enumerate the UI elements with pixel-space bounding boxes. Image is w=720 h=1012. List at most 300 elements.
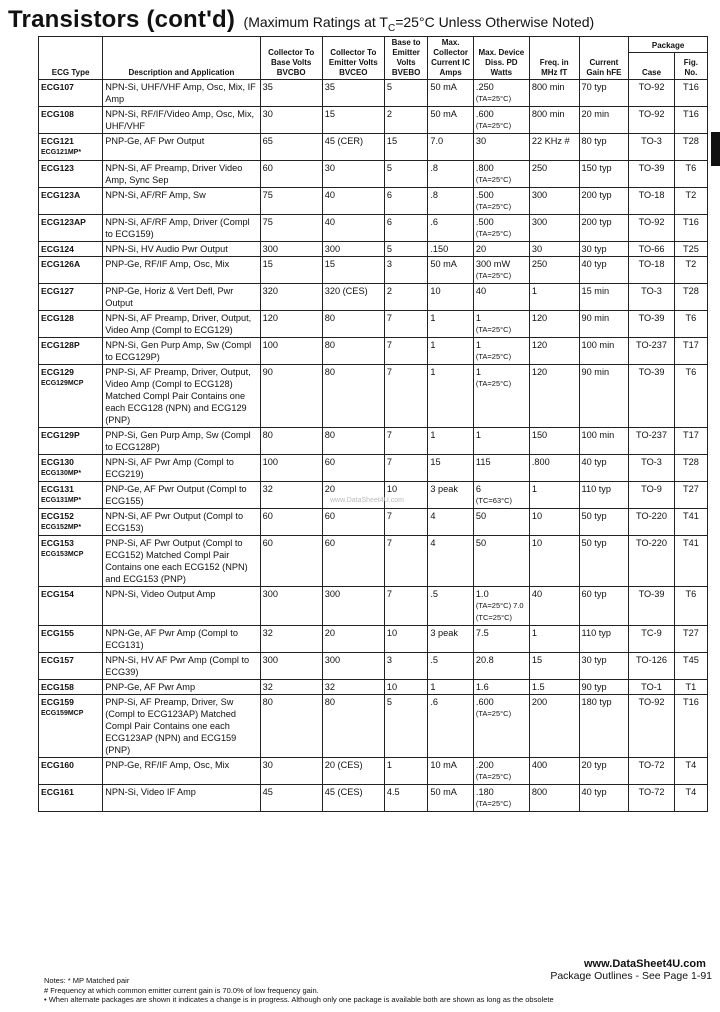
ic-cell: 3 peak	[428, 482, 474, 509]
case-cell: TO-66	[629, 242, 675, 257]
pd-cell	[473, 365, 529, 428]
ft-cell: 1	[529, 482, 579, 509]
fig-cell: T6	[674, 365, 707, 428]
description-cell: NPN-Si, HV AF Pwr Amp (Compl to ECG39)	[103, 653, 260, 680]
col-bvceo: Collector To Emitter Volts BVCEO	[322, 37, 384, 80]
pd-value: 1	[475, 430, 482, 440]
bvceo-cell: 80	[322, 311, 384, 338]
pd-cell	[473, 509, 529, 536]
note-packages: • When alternate packages are shown it indicates a change is in progress. Although only one package is available both are shown as long as the obsolete	[44, 995, 554, 1004]
bvceo-cell: 30	[322, 161, 384, 188]
ic-cell: 1	[428, 365, 474, 428]
ecg-pair-type: ECG159MCP	[41, 710, 84, 717]
pd-cell	[473, 653, 529, 680]
ic-cell: 1	[428, 428, 474, 455]
bvebo-cell: 1	[384, 758, 427, 785]
ic-cell: 4	[428, 536, 474, 587]
ecg-type: ECG157	[41, 655, 74, 665]
col-ft: Freq. in MHz fT	[529, 37, 579, 80]
fig-cell: T27	[674, 482, 707, 509]
bvebo-cell: 7	[384, 587, 427, 626]
ft-cell: 30	[529, 242, 579, 257]
ft-cell: 200	[529, 695, 579, 758]
bvcbo-cell: 60	[260, 509, 322, 536]
ic-cell: 10	[428, 284, 474, 311]
section-tab-marker	[711, 132, 720, 166]
pd-cell	[473, 428, 529, 455]
hfe-cell: 90 min	[579, 365, 629, 428]
fig-cell: T6	[674, 587, 707, 626]
description-cell: PNP-Si, Gen Purp Amp, Sw (Compl to ECG128P)	[103, 428, 260, 455]
ecg-type: ECG152	[41, 511, 74, 521]
ft-cell: 15	[529, 653, 579, 680]
ic-cell: 50 mA	[428, 257, 474, 284]
description-cell: NPN-Ge, AF Pwr Amp (Compl to ECG131)	[103, 626, 260, 653]
header-row-1	[39, 37, 708, 53]
hfe-cell: 110 typ	[579, 626, 629, 653]
ecg-type: ECG129	[41, 367, 74, 377]
ft-cell: 300	[529, 188, 579, 215]
pd-cell	[473, 680, 529, 695]
bvcbo-cell: 32	[260, 482, 322, 509]
description-cell: NPN-Si, Video IF Amp	[103, 785, 260, 812]
case-cell: TO-92	[629, 215, 675, 242]
description-cell: PNP-Si, AF Preamp, Driver, Output, Video Amp (Compl to ECG128) Matched Compl Pair Contains one each ECG128 (NPN) and ECG129 (PNP)	[103, 365, 260, 428]
ft-cell: 1	[529, 284, 579, 311]
pd-condition: (TA=25°C)	[475, 709, 512, 718]
table-row	[39, 161, 708, 188]
case-cell: TO-18	[629, 188, 675, 215]
table-row	[39, 455, 708, 482]
pd-value: 1	[475, 367, 482, 377]
bvebo-cell: 2	[384, 284, 427, 311]
fig-cell: T17	[674, 338, 707, 365]
ecg-type-cell	[39, 509, 103, 536]
case-cell: TO-237	[629, 428, 675, 455]
ft-cell: .800	[529, 455, 579, 482]
ic-cell: 50 mA	[428, 785, 474, 812]
fig-cell: T2	[674, 188, 707, 215]
pd-condition: (TA=25°C)	[475, 271, 512, 280]
bvcbo-cell: 60	[260, 536, 322, 587]
ic-cell: 10 mA	[428, 758, 474, 785]
ecg-type: ECG108	[41, 109, 74, 119]
fig-cell: T28	[674, 134, 707, 161]
hfe-cell: 180 typ	[579, 695, 629, 758]
description-cell: PNP-Si, AF Pwr Output (Compl to ECG152) Matched Compl Pair Contains one each ECG152 (NPN) and ECG153 (PNP)	[103, 536, 260, 587]
ic-cell: 1	[428, 680, 474, 695]
pd-cell	[473, 785, 529, 812]
pd-value: .500	[475, 190, 494, 200]
bvebo-cell: 6	[384, 188, 427, 215]
bvceo-cell: 15	[322, 257, 384, 284]
bvcbo-cell: 75	[260, 188, 322, 215]
case-cell: TO-72	[629, 785, 675, 812]
bvceo-cell: 60	[322, 455, 384, 482]
package-outlines-ref: Package Outlines - See Page 1-91	[550, 970, 712, 982]
ft-cell: 400	[529, 758, 579, 785]
fig-cell: T28	[674, 455, 707, 482]
ecg-pair-type: ECG153MCP	[41, 551, 84, 558]
bvebo-cell: 6	[384, 215, 427, 242]
col-bvcbo: Collector To Base Volts BVCBO	[260, 37, 322, 80]
bvebo-cell: 7	[384, 365, 427, 428]
fig-cell: T6	[674, 161, 707, 188]
case-cell: TO-39	[629, 587, 675, 626]
title-main: Transistors (cont'd)	[8, 6, 236, 33]
ecg-type-cell	[39, 242, 103, 257]
ic-cell: .6	[428, 215, 474, 242]
ecg-type: ECG130	[41, 457, 74, 467]
fig-cell: T27	[674, 626, 707, 653]
pd-cell	[473, 188, 529, 215]
ft-cell: 800 min	[529, 80, 579, 107]
ic-cell: 50 mA	[428, 80, 474, 107]
description-cell: PNP-Si, AF Preamp, Driver, Sw (Compl to ECG123AP) Matched Compl Pair Contains one each ECG123AP (NPN) and ECG159 (PNP)	[103, 695, 260, 758]
ecg-type: ECG127	[41, 286, 74, 296]
pd-cell	[473, 695, 529, 758]
description-cell: NPN-Si, RF/IF/Video Amp, Osc, Mix, UHF/VHF	[103, 107, 260, 134]
ft-cell: 250	[529, 161, 579, 188]
bvebo-cell: 10	[384, 626, 427, 653]
bvcbo-cell: 100	[260, 455, 322, 482]
bvceo-cell: 80	[322, 365, 384, 428]
bvcbo-cell: 100	[260, 338, 322, 365]
bvceo-cell: 40	[322, 188, 384, 215]
table-row	[39, 509, 708, 536]
fig-cell: T17	[674, 428, 707, 455]
ecg-type: ECG159	[41, 697, 74, 707]
ic-cell: .5	[428, 653, 474, 680]
bvceo-cell: 80	[322, 695, 384, 758]
hfe-cell: 150 typ	[579, 161, 629, 188]
fig-cell: T2	[674, 257, 707, 284]
ecg-type-cell	[39, 215, 103, 242]
fig-cell: T16	[674, 215, 707, 242]
ecg-type: ECG154	[41, 589, 74, 599]
pd-value: 115	[475, 457, 491, 467]
ft-cell: 250	[529, 257, 579, 284]
hfe-cell: 40 typ	[579, 257, 629, 284]
pd-cell	[473, 587, 529, 626]
table-row	[39, 680, 708, 695]
table-body	[39, 80, 708, 812]
pd-value: 50	[475, 511, 487, 521]
table-row	[39, 587, 708, 626]
bvceo-cell: 20	[322, 626, 384, 653]
bvcbo-cell: 80	[260, 428, 322, 455]
table-row	[39, 536, 708, 587]
description-cell: NPN-Si, AF Preamp, Driver, Output, Video Amp (Compl to ECG129)	[103, 311, 260, 338]
ft-cell: 22 KHz #	[529, 134, 579, 161]
ecg-type-cell	[39, 257, 103, 284]
case-cell: TO-39	[629, 161, 675, 188]
ecg-type-cell	[39, 311, 103, 338]
fig-cell: T16	[674, 695, 707, 758]
description-cell: PNP-Ge, AF Pwr Output	[103, 134, 260, 161]
table-row	[39, 284, 708, 311]
fig-cell: T1	[674, 680, 707, 695]
table-row	[39, 785, 708, 812]
bvceo-cell: 80	[322, 428, 384, 455]
table-row	[39, 80, 708, 107]
pd-value: 1.0	[475, 589, 489, 599]
pd-cell	[473, 455, 529, 482]
table-row	[39, 242, 708, 257]
bvebo-cell: 2	[384, 107, 427, 134]
bvcbo-cell: 60	[260, 161, 322, 188]
col-description: Description and Application	[103, 37, 260, 80]
fig-cell: T4	[674, 758, 707, 785]
hfe-cell: 50 typ	[579, 509, 629, 536]
ic-cell: .6	[428, 695, 474, 758]
ecg-pair-type: ECG130MP*	[41, 470, 82, 477]
bvebo-cell: 3	[384, 257, 427, 284]
case-cell: TO-220	[629, 536, 675, 587]
ecg-type-cell	[39, 626, 103, 653]
faint-watermark: www.DataSheet4U.com	[330, 497, 404, 504]
fig-cell: T4	[674, 785, 707, 812]
table-row	[39, 626, 708, 653]
ft-cell: 1.5	[529, 680, 579, 695]
fig-cell: T16	[674, 107, 707, 134]
pd-value: .180	[475, 787, 494, 797]
bvebo-cell: 7	[384, 311, 427, 338]
description-cell: NPN-Si, AF Preamp, Driver Video Amp, Sync Sep	[103, 161, 260, 188]
case-cell: TO-3	[629, 284, 675, 311]
bvcbo-cell: 90	[260, 365, 322, 428]
bvebo-cell: 5	[384, 695, 427, 758]
ecg-type-cell	[39, 695, 103, 758]
table-row	[39, 338, 708, 365]
bvebo-cell: 5	[384, 161, 427, 188]
ic-cell: 1	[428, 311, 474, 338]
ft-cell: 1	[529, 626, 579, 653]
pd-value: 20	[475, 244, 487, 254]
pd-cell	[473, 536, 529, 587]
pd-condition: (TA=25°C)	[475, 202, 512, 211]
ecg-pair-type: ECG131MP*	[41, 497, 82, 504]
pd-cell	[473, 338, 529, 365]
bvcbo-cell: 32	[260, 626, 322, 653]
ecg-type-cell	[39, 284, 103, 311]
ecg-type: ECG155	[41, 628, 74, 638]
col-hfe: Current Gain hFE	[579, 37, 629, 80]
bvebo-cell: 7	[384, 455, 427, 482]
fig-cell: T6	[674, 311, 707, 338]
pd-condition: (TA=25°C)	[475, 325, 512, 334]
bvebo-cell: 5	[384, 242, 427, 257]
ecg-pair-type: ECG152MP*	[41, 524, 82, 531]
ecg-type-cell	[39, 587, 103, 626]
ecg-pair-type: ECG129MCP	[41, 380, 84, 387]
transistor-spec-table	[38, 36, 708, 812]
case-cell: TO-3	[629, 455, 675, 482]
hfe-cell: 80 typ	[579, 134, 629, 161]
bvceo-cell: 60	[322, 536, 384, 587]
ic-cell: .150	[428, 242, 474, 257]
hfe-cell: 90 typ	[579, 680, 629, 695]
bvceo-cell: 20 (CES)	[322, 758, 384, 785]
table-row	[39, 758, 708, 785]
fig-cell: T41	[674, 536, 707, 587]
ecg-type-cell	[39, 365, 103, 428]
pd-cell	[473, 80, 529, 107]
ecg-type: ECG123AP	[41, 217, 86, 227]
bvebo-cell: 7	[384, 536, 427, 587]
pd-condition: (TA=25°C)	[475, 229, 512, 238]
description-cell: PNP-Ge, Horiz & Vert Defl, Pwr Output	[103, 284, 260, 311]
hfe-cell: 100 min	[579, 338, 629, 365]
pd-cell	[473, 161, 529, 188]
ecg-type: ECG129P	[41, 430, 80, 440]
case-cell: TO-92	[629, 695, 675, 758]
bvebo-cell: 7	[384, 509, 427, 536]
hfe-cell: 110 typ	[579, 482, 629, 509]
ft-cell: 120	[529, 338, 579, 365]
ecg-type: ECG131	[41, 484, 74, 494]
table-row	[39, 482, 708, 509]
pd-cell	[473, 134, 529, 161]
ecg-type-cell	[39, 455, 103, 482]
pd-cell	[473, 758, 529, 785]
pd-cell	[473, 107, 529, 134]
table-row	[39, 311, 708, 338]
ic-cell: .5	[428, 587, 474, 626]
col-pd: Max. Device Diss. PD Watts	[473, 37, 529, 80]
hfe-cell: 30 typ	[579, 653, 629, 680]
ecg-type: ECG161	[41, 787, 74, 797]
table-row	[39, 428, 708, 455]
bvceo-cell: 15	[322, 107, 384, 134]
ecg-type: ECG153	[41, 538, 74, 548]
case-cell: TO-18	[629, 257, 675, 284]
description-cell: NPN-Si, AF/RF Amp, Sw	[103, 188, 260, 215]
bvebo-cell: 7	[384, 428, 427, 455]
ecg-type-cell	[39, 758, 103, 785]
bvceo-cell: 300	[322, 653, 384, 680]
pd-cell	[473, 215, 529, 242]
bvcbo-cell: 35	[260, 80, 322, 107]
description-cell: NPN-Si, Video Output Amp	[103, 587, 260, 626]
table-row	[39, 653, 708, 680]
table-row	[39, 695, 708, 758]
ic-cell: 1	[428, 338, 474, 365]
bvebo-cell: 10	[384, 680, 427, 695]
bvceo-cell: 300	[322, 587, 384, 626]
ecg-type: ECG128	[41, 313, 74, 323]
ecg-type: ECG160	[41, 760, 74, 770]
hfe-cell: 100 min	[579, 428, 629, 455]
pd-cell	[473, 311, 529, 338]
description-cell: PNP-Ge, RF/IF Amp, Osc, Mix	[103, 257, 260, 284]
pd-value: 1	[475, 313, 482, 323]
title-sub: (Maximum Ratings at $T_C=25^\circ C$ Unless Otherwise Noted)	[243, 14, 595, 34]
case-cell: TO-1	[629, 680, 675, 695]
pd-value: 50	[475, 538, 487, 548]
hfe-cell: 50 typ	[579, 536, 629, 587]
ft-cell: 300	[529, 215, 579, 242]
ecg-type: ECG123A	[41, 190, 81, 200]
ecg-type-cell	[39, 338, 103, 365]
ecg-type-cell	[39, 785, 103, 812]
ecg-pair-type: ECG121MP*	[41, 149, 82, 156]
pd-value: .800	[475, 163, 494, 173]
pd-condition: (TA=25°C) 7.0 (TC=25°C)	[475, 601, 524, 622]
ecg-type-cell	[39, 653, 103, 680]
pd-value: .500	[475, 217, 494, 227]
pd-cell	[473, 257, 529, 284]
pd-condition: (TA=25°C)	[475, 175, 512, 184]
ic-cell: 50 mA	[428, 107, 474, 134]
hfe-cell: 20 min	[579, 107, 629, 134]
col-package: Package	[629, 37, 708, 53]
fig-cell: T25	[674, 242, 707, 257]
description-cell: NPN-Si, Gen Purp Amp, Sw (Compl to ECG129P)	[103, 338, 260, 365]
col-fig: Fig. No.	[674, 52, 707, 79]
bvceo-cell: 45 (CES)	[322, 785, 384, 812]
pd-cell	[473, 242, 529, 257]
ic-cell: 3 peak	[428, 626, 474, 653]
pd-value: 7.5	[475, 628, 489, 638]
pd-cell	[473, 626, 529, 653]
col-bvebo: Base to Emitter Volts BVEBO	[384, 37, 427, 80]
bvebo-cell: 3	[384, 653, 427, 680]
ic-cell: 7.0	[428, 134, 474, 161]
pd-condition: (TC=63°C)	[475, 496, 513, 505]
pd-value: 30	[475, 136, 487, 146]
col-ic: Max. Collector Current IC Amps	[428, 37, 474, 80]
ft-cell: 150	[529, 428, 579, 455]
pd-value: .600	[475, 697, 494, 707]
hfe-cell: 40 typ	[579, 785, 629, 812]
hfe-cell: 60 typ	[579, 587, 629, 626]
ecg-type-cell	[39, 482, 103, 509]
bvceo-cell: 45 (CER)	[322, 134, 384, 161]
bvebo-cell: 15	[384, 134, 427, 161]
case-cell: TC-9	[629, 626, 675, 653]
hfe-cell: 200 typ	[579, 188, 629, 215]
ft-cell: 800 min	[529, 107, 579, 134]
ecg-type: ECG126A	[41, 259, 81, 269]
ft-cell: 10	[529, 509, 579, 536]
bvceo-cell: 35	[322, 80, 384, 107]
ft-cell: 10	[529, 536, 579, 587]
pd-condition: (TA=25°C)	[475, 799, 512, 808]
page-title	[8, 6, 594, 34]
table-row	[39, 134, 708, 161]
col-ecg-type: ECG Type	[39, 37, 103, 80]
table-row	[39, 188, 708, 215]
pd-value: 40	[475, 286, 487, 296]
fig-cell: T45	[674, 653, 707, 680]
bvcbo-cell: 45	[260, 785, 322, 812]
bvcbo-cell: 15	[260, 257, 322, 284]
ecg-type-cell	[39, 80, 103, 107]
case-cell: TO-220	[629, 509, 675, 536]
ecg-type-cell	[39, 536, 103, 587]
description-cell: NPN-Si, HV Audio Pwr Output	[103, 242, 260, 257]
description-cell: PNP-Ge, AF Pwr Output (Compl to ECG155)	[103, 482, 260, 509]
description-cell: NPN-Si, AF/RF Amp, Driver (Compl to ECG159)	[103, 215, 260, 242]
pd-condition: (TA=25°C)	[475, 379, 512, 388]
pd-value: 300 mW	[475, 259, 511, 269]
pd-value: 1	[475, 340, 482, 350]
ft-cell: 120	[529, 365, 579, 428]
bvcbo-cell: 300	[260, 653, 322, 680]
ic-cell: .8	[428, 161, 474, 188]
bvcbo-cell: 80	[260, 695, 322, 758]
